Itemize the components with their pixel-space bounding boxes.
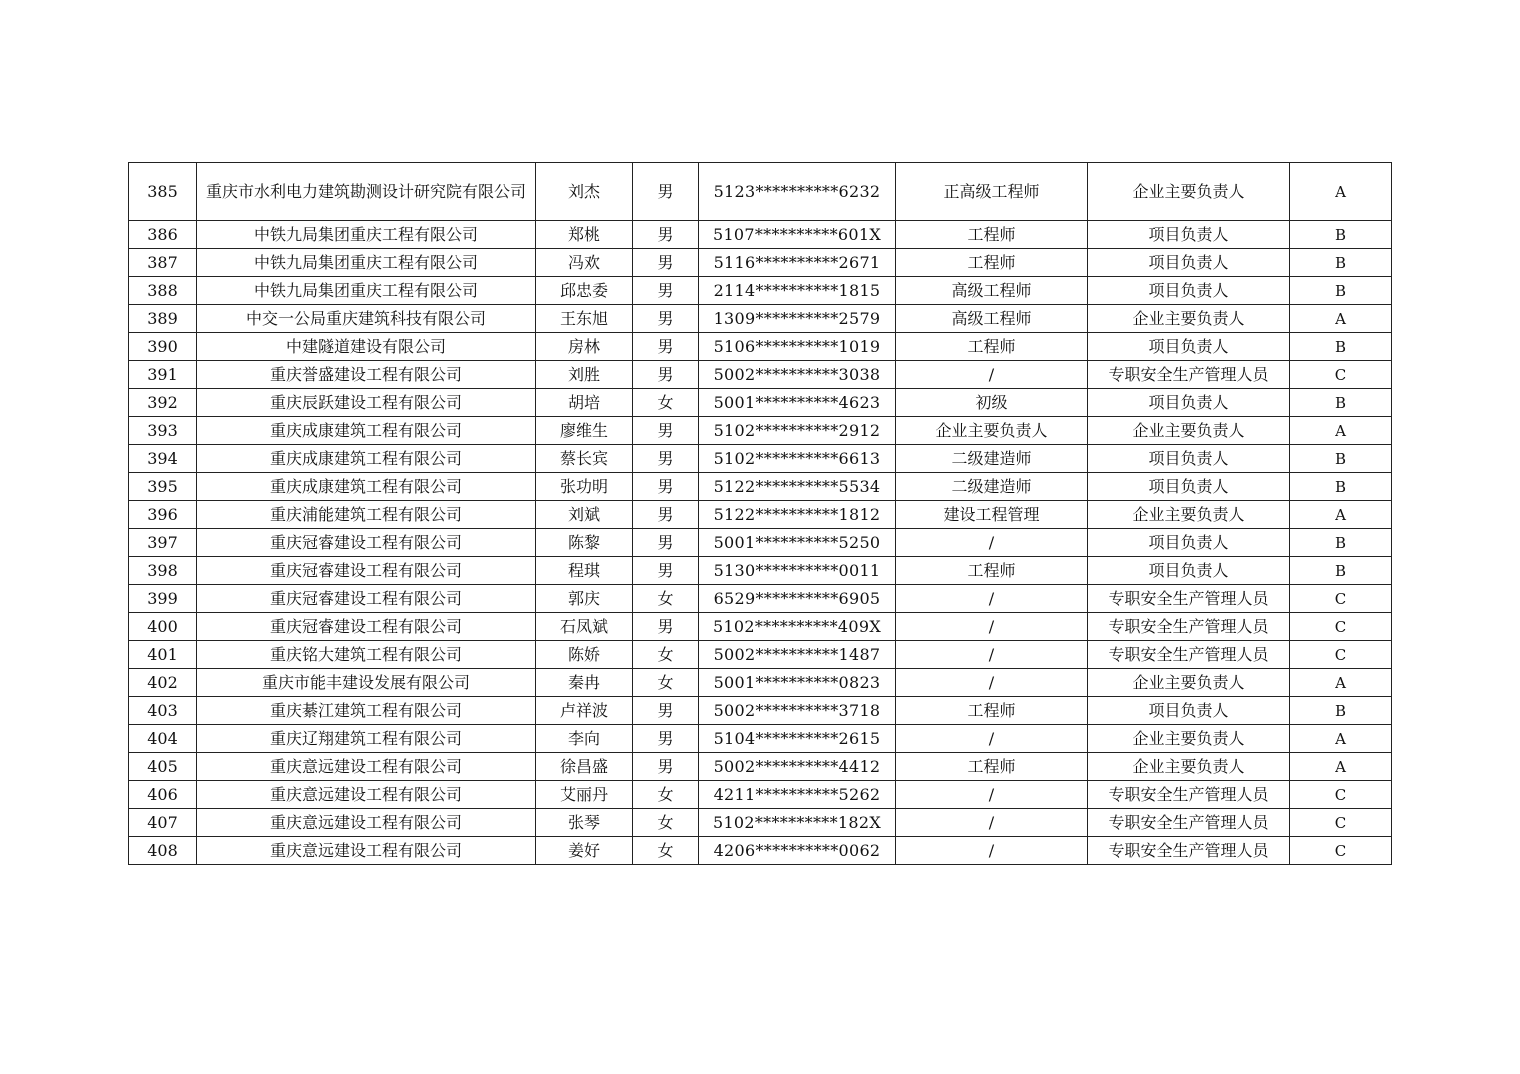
gender-cell: 男 bbox=[633, 725, 699, 753]
company-cell: 重庆綦江建筑工程有限公司 bbox=[197, 697, 536, 725]
gender-cell: 男 bbox=[633, 163, 699, 221]
id-number-cell: 5001**********5250 bbox=[699, 529, 896, 557]
position-cell: 项目负责人 bbox=[1088, 277, 1290, 305]
row-number-cell: 392 bbox=[129, 389, 197, 417]
gender-cell: 女 bbox=[633, 641, 699, 669]
gender-cell: 男 bbox=[633, 697, 699, 725]
table-row bbox=[129, 305, 1392, 333]
position-cell: 专职安全生产管理人员 bbox=[1088, 613, 1290, 641]
category-cell: C bbox=[1290, 809, 1392, 837]
gender-cell: 男 bbox=[633, 221, 699, 249]
position-cell: 企业主要负责人 bbox=[1088, 725, 1290, 753]
professional-title-cell: 建设工程管理 bbox=[896, 501, 1088, 529]
id-number-cell: 5001**********0823 bbox=[699, 669, 896, 697]
professional-title-cell: 工程师 bbox=[896, 557, 1088, 585]
table-row bbox=[129, 417, 1392, 445]
gender-cell: 女 bbox=[633, 669, 699, 697]
company-cell: 中铁九局集团重庆工程有限公司 bbox=[197, 221, 536, 249]
row-number-cell: 387 bbox=[129, 249, 197, 277]
table-row bbox=[129, 473, 1392, 501]
person-name-cell: 张功明 bbox=[536, 473, 633, 501]
company-cell: 中铁九局集团重庆工程有限公司 bbox=[197, 277, 536, 305]
table-row bbox=[129, 249, 1392, 277]
person-name-cell: 房林 bbox=[536, 333, 633, 361]
professional-title-cell: / bbox=[896, 669, 1088, 697]
id-number-cell: 5104**********2615 bbox=[699, 725, 896, 753]
table-row bbox=[129, 333, 1392, 361]
table-row bbox=[129, 585, 1392, 613]
company-cell: 重庆成康建筑工程有限公司 bbox=[197, 445, 536, 473]
id-number-cell: 5106**********1019 bbox=[699, 333, 896, 361]
company-cell: 重庆意远建设工程有限公司 bbox=[197, 809, 536, 837]
professional-title-cell: 工程师 bbox=[896, 697, 1088, 725]
gender-cell: 女 bbox=[633, 809, 699, 837]
company-cell: 重庆市能丰建设发展有限公司 bbox=[197, 669, 536, 697]
company-cell: 重庆成康建筑工程有限公司 bbox=[197, 417, 536, 445]
professional-title-cell: / bbox=[896, 641, 1088, 669]
id-number-cell: 4206**********0062 bbox=[699, 837, 896, 865]
row-number-cell: 396 bbox=[129, 501, 197, 529]
professional-title-cell: 高级工程师 bbox=[896, 277, 1088, 305]
table-row bbox=[129, 641, 1392, 669]
person-name-cell: 刘斌 bbox=[536, 501, 633, 529]
position-cell: 专职安全生产管理人员 bbox=[1088, 837, 1290, 865]
professional-title-cell: / bbox=[896, 725, 1088, 753]
id-number-cell: 5002**********4412 bbox=[699, 753, 896, 781]
gender-cell: 男 bbox=[633, 305, 699, 333]
row-number-cell: 397 bbox=[129, 529, 197, 557]
position-cell: 项目负责人 bbox=[1088, 333, 1290, 361]
row-number-cell: 403 bbox=[129, 697, 197, 725]
gender-cell: 男 bbox=[633, 417, 699, 445]
gender-cell: 男 bbox=[633, 277, 699, 305]
person-name-cell: 蔡长宾 bbox=[536, 445, 633, 473]
position-cell: 项目负责人 bbox=[1088, 473, 1290, 501]
position-cell: 企业主要负责人 bbox=[1088, 669, 1290, 697]
row-number-cell: 389 bbox=[129, 305, 197, 333]
category-cell: B bbox=[1290, 221, 1392, 249]
table-row bbox=[129, 529, 1392, 557]
company-cell: 重庆冠睿建设工程有限公司 bbox=[197, 557, 536, 585]
row-number-cell: 391 bbox=[129, 361, 197, 389]
category-cell: C bbox=[1290, 613, 1392, 641]
position-cell: 专职安全生产管理人员 bbox=[1088, 781, 1290, 809]
category-cell: C bbox=[1290, 641, 1392, 669]
id-number-cell: 6529**********6905 bbox=[699, 585, 896, 613]
company-cell: 重庆冠睿建设工程有限公司 bbox=[197, 585, 536, 613]
id-number-cell: 5123**********6232 bbox=[699, 163, 896, 221]
person-name-cell: 姜好 bbox=[536, 837, 633, 865]
id-number-cell: 5102**********409X bbox=[699, 613, 896, 641]
personnel-table bbox=[128, 162, 1392, 865]
id-number-cell: 5122**********5534 bbox=[699, 473, 896, 501]
position-cell: 企业主要负责人 bbox=[1088, 501, 1290, 529]
person-name-cell: 程琪 bbox=[536, 557, 633, 585]
person-name-cell: 艾丽丹 bbox=[536, 781, 633, 809]
person-name-cell: 徐昌盛 bbox=[536, 753, 633, 781]
table-row bbox=[129, 669, 1392, 697]
row-number-cell: 405 bbox=[129, 753, 197, 781]
id-number-cell: 1309**********2579 bbox=[699, 305, 896, 333]
id-number-cell: 5116**********2671 bbox=[699, 249, 896, 277]
person-name-cell: 李向 bbox=[536, 725, 633, 753]
id-number-cell: 5002**********3718 bbox=[699, 697, 896, 725]
person-name-cell: 郭庆 bbox=[536, 585, 633, 613]
category-cell: B bbox=[1290, 389, 1392, 417]
position-cell: 企业主要负责人 bbox=[1088, 163, 1290, 221]
row-number-cell: 401 bbox=[129, 641, 197, 669]
row-number-cell: 407 bbox=[129, 809, 197, 837]
person-name-cell: 刘杰 bbox=[536, 163, 633, 221]
id-number-cell: 2114**********1815 bbox=[699, 277, 896, 305]
gender-cell: 男 bbox=[633, 753, 699, 781]
professional-title-cell: 高级工程师 bbox=[896, 305, 1088, 333]
company-cell: 重庆成康建筑工程有限公司 bbox=[197, 473, 536, 501]
category-cell: B bbox=[1290, 333, 1392, 361]
table-row bbox=[129, 389, 1392, 417]
id-number-cell: 5002**********1487 bbox=[699, 641, 896, 669]
table-row bbox=[129, 361, 1392, 389]
category-cell: B bbox=[1290, 557, 1392, 585]
gender-cell: 男 bbox=[633, 529, 699, 557]
id-number-cell: 5122**********1812 bbox=[699, 501, 896, 529]
table-row bbox=[129, 837, 1392, 865]
professional-title-cell: 工程师 bbox=[896, 333, 1088, 361]
category-cell: A bbox=[1290, 753, 1392, 781]
position-cell: 专职安全生产管理人员 bbox=[1088, 361, 1290, 389]
row-number-cell: 399 bbox=[129, 585, 197, 613]
row-number-cell: 398 bbox=[129, 557, 197, 585]
gender-cell: 男 bbox=[633, 613, 699, 641]
table-body bbox=[129, 163, 1392, 865]
person-name-cell: 邱忠委 bbox=[536, 277, 633, 305]
category-cell: A bbox=[1290, 725, 1392, 753]
company-cell: 重庆辽翔建筑工程有限公司 bbox=[197, 725, 536, 753]
position-cell: 专职安全生产管理人员 bbox=[1088, 585, 1290, 613]
position-cell: 项目负责人 bbox=[1088, 249, 1290, 277]
person-name-cell: 廖维生 bbox=[536, 417, 633, 445]
table-row bbox=[129, 445, 1392, 473]
person-name-cell: 胡培 bbox=[536, 389, 633, 417]
id-number-cell: 5102**********6613 bbox=[699, 445, 896, 473]
category-cell: B bbox=[1290, 445, 1392, 473]
position-cell: 企业主要负责人 bbox=[1088, 305, 1290, 333]
person-name-cell: 陈黎 bbox=[536, 529, 633, 557]
position-cell: 专职安全生产管理人员 bbox=[1088, 641, 1290, 669]
row-number-cell: 400 bbox=[129, 613, 197, 641]
row-number-cell: 388 bbox=[129, 277, 197, 305]
professional-title-cell: / bbox=[896, 781, 1088, 809]
category-cell: A bbox=[1290, 305, 1392, 333]
person-name-cell: 张琴 bbox=[536, 809, 633, 837]
company-cell: 重庆意远建设工程有限公司 bbox=[197, 781, 536, 809]
position-cell: 项目负责人 bbox=[1088, 221, 1290, 249]
company-cell: 重庆市水利电力建筑勘测设计研究院有限公司 bbox=[197, 163, 536, 221]
person-name-cell: 石凤斌 bbox=[536, 613, 633, 641]
gender-cell: 男 bbox=[633, 501, 699, 529]
position-cell: 项目负责人 bbox=[1088, 557, 1290, 585]
person-name-cell: 郑桃 bbox=[536, 221, 633, 249]
id-number-cell: 5001**********4623 bbox=[699, 389, 896, 417]
gender-cell: 女 bbox=[633, 781, 699, 809]
row-number-cell: 386 bbox=[129, 221, 197, 249]
position-cell: 项目负责人 bbox=[1088, 697, 1290, 725]
company-cell: 中建隧道建设有限公司 bbox=[197, 333, 536, 361]
professional-title-cell: 初级 bbox=[896, 389, 1088, 417]
gender-cell: 男 bbox=[633, 249, 699, 277]
gender-cell: 女 bbox=[633, 837, 699, 865]
professional-title-cell: 工程师 bbox=[896, 221, 1088, 249]
table-row bbox=[129, 725, 1392, 753]
professional-title-cell: 二级建造师 bbox=[896, 473, 1088, 501]
person-name-cell: 刘胜 bbox=[536, 361, 633, 389]
id-number-cell: 5002**********3038 bbox=[699, 361, 896, 389]
gender-cell: 男 bbox=[633, 333, 699, 361]
category-cell: C bbox=[1290, 781, 1392, 809]
professional-title-cell: 企业主要负责人 bbox=[896, 417, 1088, 445]
position-cell: 专职安全生产管理人员 bbox=[1088, 809, 1290, 837]
position-cell: 企业主要负责人 bbox=[1088, 417, 1290, 445]
row-number-cell: 395 bbox=[129, 473, 197, 501]
table-row bbox=[129, 781, 1392, 809]
id-number-cell: 4211**********5262 bbox=[699, 781, 896, 809]
category-cell: A bbox=[1290, 417, 1392, 445]
company-cell: 中交一公局重庆建筑科技有限公司 bbox=[197, 305, 536, 333]
gender-cell: 女 bbox=[633, 585, 699, 613]
person-name-cell: 卢祥波 bbox=[536, 697, 633, 725]
gender-cell: 男 bbox=[633, 473, 699, 501]
company-cell: 重庆浦能建筑工程有限公司 bbox=[197, 501, 536, 529]
position-cell: 企业主要负责人 bbox=[1088, 753, 1290, 781]
table-row bbox=[129, 753, 1392, 781]
person-name-cell: 陈娇 bbox=[536, 641, 633, 669]
table-row bbox=[129, 501, 1392, 529]
category-cell: B bbox=[1290, 249, 1392, 277]
category-cell: A bbox=[1290, 501, 1392, 529]
table-row bbox=[129, 557, 1392, 585]
company-cell: 重庆誉盛建设工程有限公司 bbox=[197, 361, 536, 389]
category-cell: C bbox=[1290, 837, 1392, 865]
table-row bbox=[129, 277, 1392, 305]
company-cell: 重庆意远建设工程有限公司 bbox=[197, 753, 536, 781]
professional-title-cell: / bbox=[896, 529, 1088, 557]
company-cell: 重庆辰跃建设工程有限公司 bbox=[197, 389, 536, 417]
table-row bbox=[129, 697, 1392, 725]
category-cell: B bbox=[1290, 529, 1392, 557]
company-cell: 重庆冠睿建设工程有限公司 bbox=[197, 529, 536, 557]
position-cell: 项目负责人 bbox=[1088, 445, 1290, 473]
professional-title-cell: / bbox=[896, 809, 1088, 837]
id-number-cell: 5107**********601X bbox=[699, 221, 896, 249]
category-cell: C bbox=[1290, 585, 1392, 613]
table-row bbox=[129, 163, 1392, 221]
professional-title-cell: 工程师 bbox=[896, 753, 1088, 781]
position-cell: 项目负责人 bbox=[1088, 529, 1290, 557]
row-number-cell: 390 bbox=[129, 333, 197, 361]
person-name-cell: 秦冉 bbox=[536, 669, 633, 697]
gender-cell: 男 bbox=[633, 445, 699, 473]
professional-title-cell: / bbox=[896, 613, 1088, 641]
row-number-cell: 402 bbox=[129, 669, 197, 697]
professional-title-cell: 工程师 bbox=[896, 249, 1088, 277]
row-number-cell: 393 bbox=[129, 417, 197, 445]
category-cell: B bbox=[1290, 473, 1392, 501]
table-row bbox=[129, 809, 1392, 837]
row-number-cell: 404 bbox=[129, 725, 197, 753]
company-cell: 中铁九局集团重庆工程有限公司 bbox=[197, 249, 536, 277]
id-number-cell: 5130**********0011 bbox=[699, 557, 896, 585]
category-cell: B bbox=[1290, 697, 1392, 725]
id-number-cell: 5102**********2912 bbox=[699, 417, 896, 445]
table-row bbox=[129, 221, 1392, 249]
professional-title-cell: / bbox=[896, 361, 1088, 389]
professional-title-cell: / bbox=[896, 585, 1088, 613]
person-name-cell: 王东旭 bbox=[536, 305, 633, 333]
row-number-cell: 406 bbox=[129, 781, 197, 809]
person-name-cell: 冯欢 bbox=[536, 249, 633, 277]
gender-cell: 男 bbox=[633, 361, 699, 389]
professional-title-cell: 正高级工程师 bbox=[896, 163, 1088, 221]
company-cell: 重庆铭大建筑工程有限公司 bbox=[197, 641, 536, 669]
gender-cell: 女 bbox=[633, 389, 699, 417]
category-cell: A bbox=[1290, 669, 1392, 697]
id-number-cell: 5102**********182X bbox=[699, 809, 896, 837]
row-number-cell: 385 bbox=[129, 163, 197, 221]
company-cell: 重庆意远建设工程有限公司 bbox=[197, 837, 536, 865]
row-number-cell: 408 bbox=[129, 837, 197, 865]
position-cell: 项目负责人 bbox=[1088, 389, 1290, 417]
gender-cell: 男 bbox=[633, 557, 699, 585]
category-cell: C bbox=[1290, 361, 1392, 389]
professional-title-cell: 二级建造师 bbox=[896, 445, 1088, 473]
professional-title-cell: / bbox=[896, 837, 1088, 865]
company-cell: 重庆冠睿建设工程有限公司 bbox=[197, 613, 536, 641]
category-cell: B bbox=[1290, 277, 1392, 305]
row-number-cell: 394 bbox=[129, 445, 197, 473]
category-cell: A bbox=[1290, 163, 1392, 221]
table-row bbox=[129, 613, 1392, 641]
